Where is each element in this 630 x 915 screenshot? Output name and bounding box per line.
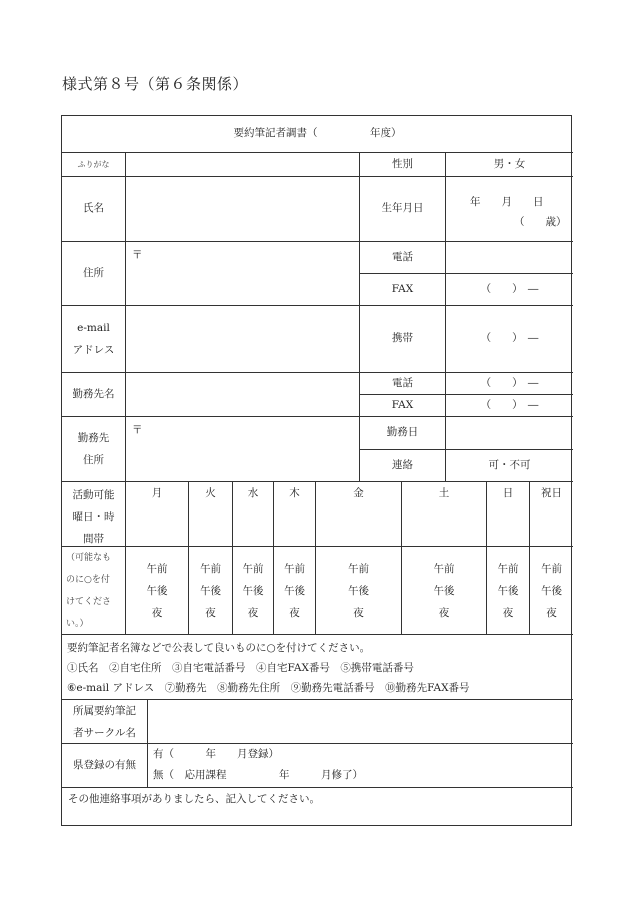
workplace-name-field[interactable] (126, 373, 360, 417)
timeslots-fri[interactable] (316, 547, 402, 635)
furigana-label: ふりがな (62, 153, 126, 177)
slot-am[interactable]: 午前 (242, 562, 264, 575)
fax-label: FAX (360, 274, 446, 306)
circle-name-label-line-1: 所属要約筆記 (73, 704, 136, 717)
slot-am[interactable]: 午前 (497, 562, 519, 575)
workplace-name-label: 勤務先名 (62, 373, 126, 417)
slot-pm[interactable]: 午後 (541, 584, 562, 597)
activity-label (62, 482, 126, 547)
slot-night[interactable]: 夜 (205, 606, 216, 619)
tel-field[interactable] (446, 242, 573, 274)
gender-label: 性別 (360, 153, 446, 177)
activity-note-line-4: い。） (66, 619, 89, 629)
slot-am[interactable]: 午前 (200, 562, 221, 575)
birthdate-label: 生年月日 (360, 177, 446, 242)
prefecture-registration-label: 県登録の有無 (62, 744, 148, 788)
workplace-address-label-line-2: 住所 (83, 454, 104, 466)
work-postal-mark: 〒 (132, 424, 143, 436)
slot-am[interactable]: 午前 (433, 562, 455, 575)
tel-label: 電話 (360, 242, 446, 274)
activity-note-line-2: のに○を付 (66, 575, 110, 585)
mobile-field[interactable]: （ ） ― (446, 306, 573, 373)
slot-am[interactable]: 午前 (284, 562, 305, 575)
day-header-wed: 水 (233, 482, 274, 547)
day-header-fri: 金 (316, 482, 402, 547)
day-header-sat: 土 (402, 482, 487, 547)
slot-night[interactable]: 夜 (151, 606, 163, 619)
contact-value[interactable]: 可・不可 (446, 450, 573, 482)
interpreter-form (61, 115, 572, 826)
slot-pm[interactable]: 午後 (433, 584, 455, 597)
email-label-line-1: e-mail (77, 322, 110, 334)
email-field[interactable] (126, 306, 360, 373)
workplace-address-label (62, 417, 126, 482)
timeslots-sun[interactable] (487, 547, 530, 635)
timeslots-holiday[interactable] (530, 547, 573, 635)
email-label-line-2: アドレス (72, 344, 115, 356)
slot-night[interactable]: 夜 (353, 606, 364, 619)
slot-am[interactable]: 午前 (541, 562, 562, 575)
slot-pm[interactable]: 午後 (146, 584, 168, 597)
slot-pm[interactable]: 午後 (284, 584, 305, 597)
furigana-field[interactable] (126, 153, 360, 177)
slot-pm[interactable]: 午後 (497, 584, 519, 597)
name-field[interactable] (126, 177, 360, 242)
email-label (62, 306, 126, 373)
slot-night[interactable]: 夜 (247, 606, 259, 619)
timeslots-thu[interactable] (274, 547, 316, 635)
circle-name-label (62, 700, 148, 744)
fax-field[interactable]: （ ） ― (446, 274, 573, 306)
work-days-label: 勤務日 (360, 417, 446, 450)
slot-night[interactable]: 夜 (502, 606, 514, 619)
slot-am[interactable]: 午前 (348, 562, 369, 575)
day-header-mon: 月 (126, 482, 189, 547)
mobile-label: 携帯 (360, 306, 446, 373)
day-header-holiday: 祝日 (530, 482, 573, 547)
timeslots-mon[interactable] (126, 547, 189, 635)
activity-note (62, 547, 126, 635)
gender-value[interactable]: 男・女 (446, 153, 573, 177)
timeslots-tue[interactable] (189, 547, 233, 635)
slot-am[interactable]: 午前 (146, 562, 168, 575)
slot-night[interactable]: 夜 (438, 606, 450, 619)
form-title: 要約筆記者調書（ 年度） (62, 116, 573, 153)
slot-pm[interactable]: 午後 (242, 584, 264, 597)
prefecture-registered-option[interactable]: 有（ 年 月登録） (153, 748, 279, 760)
work-fax-field[interactable]: （ ） ― (446, 395, 573, 417)
birthdate-age: （ 歳） (514, 216, 567, 228)
postal-mark: 〒 (132, 249, 143, 261)
publish-options-2[interactable]: ⑥e-mail アドレス ⑦勤務先 ⑧勤務先住所 ⑨勤務先電話番号 ⑩勤務先FAX番号 (67, 682, 470, 694)
birthdate-field[interactable] (446, 177, 573, 242)
work-days-field[interactable] (446, 417, 573, 450)
timeslots-wed[interactable] (233, 547, 274, 635)
form-number-heading: 様式第８号（第６条関係） (62, 75, 249, 93)
other-remarks-field[interactable] (62, 788, 573, 825)
activity-label-line-2: 曜日・時 (72, 511, 115, 523)
workplace-address-field[interactable] (126, 417, 360, 482)
address-label: 住所 (62, 242, 126, 306)
activity-note-line-1: （可能なも (66, 553, 112, 563)
slot-pm[interactable]: 午後 (200, 584, 221, 597)
publish-options-1[interactable]: ①氏名 ②自宅住所 ③自宅電話番号 ④自宅FAX番号 ⑤携帯電話番号 (67, 662, 414, 674)
address-field[interactable] (126, 242, 360, 306)
other-remarks-label: その他連絡事項がありましたら、記入してください。 (68, 793, 320, 805)
circle-name-label-line-2: 者サークル名 (73, 726, 136, 739)
slot-night[interactable]: 夜 (546, 606, 557, 619)
day-header-tue: 火 (189, 482, 233, 547)
timeslots-sat[interactable] (402, 547, 487, 635)
activity-label-line-3: 間帯 (83, 533, 104, 545)
work-fax-label: FAX (360, 395, 446, 417)
prefecture-course-option[interactable]: 無（ 応用課程 年 月修了） (153, 769, 363, 781)
slot-pm[interactable]: 午後 (348, 584, 369, 597)
activity-note-line-3: けてくださ (66, 597, 112, 607)
workplace-address-label-line-1: 勤務先 (77, 432, 110, 444)
name-label: 氏名 (62, 177, 126, 242)
slot-night[interactable]: 夜 (289, 606, 300, 619)
birthdate-line-1: 年 月 日 (470, 196, 544, 208)
contact-label: 連絡 (360, 450, 446, 482)
work-tel-label: 電話 (360, 373, 446, 395)
day-header-sun: 日 (487, 482, 530, 547)
work-tel-field[interactable]: （ ） ― (446, 373, 573, 395)
day-header-thu: 木 (274, 482, 316, 547)
publish-instruction: 要約筆記者名簿などで公表して良いものに○を付けてください。 (67, 642, 371, 654)
circle-name-field[interactable] (148, 700, 573, 744)
activity-label-line-1: 活動可能 (72, 489, 115, 501)
